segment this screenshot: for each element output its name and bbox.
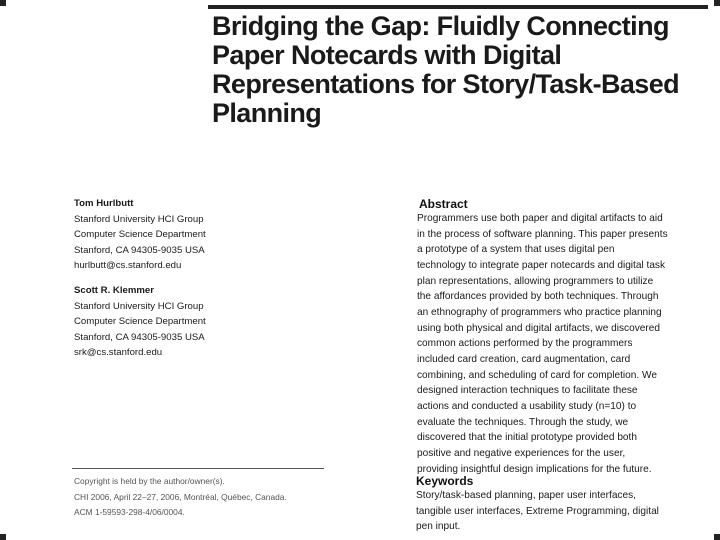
author-email: hurlbutt@cs.stanford.edu <box>74 260 182 272</box>
abstract-line: discovered that the initial prototype provided both <box>417 432 637 444</box>
abstract-line: Programmers use both paper and digital artifacts to aid <box>417 213 663 224</box>
abstract-line: an ethnography of programmers who practice planning <box>417 306 662 318</box>
author-address: Stanford, CA 94305-9035 USA <box>74 331 205 343</box>
title-top-rule <box>208 5 708 9</box>
author-name: Tom Hurlbutt <box>74 198 134 209</box>
keywords-line: pen input. <box>416 521 461 533</box>
abstract-line: using both physical and digital artifacts, we discovered <box>417 322 660 334</box>
slide-corner-top-left <box>0 0 6 6</box>
conference-line: CHI 2006, April 22–27, 2006, Montréal, Québec, Canada. <box>74 491 287 502</box>
author-affiliation: Stanford University HCI Group <box>74 213 204 225</box>
abstract-line: plan representations, allowing programmers to utilize <box>417 275 654 287</box>
abstract-line: technology to integrate paper notecards and digital task <box>417 259 666 271</box>
abstract-line: providing insightful design implications for the future. <box>417 463 652 475</box>
acm-id-line: ACM 1-59593-298-4/06/0004. <box>74 507 185 517</box>
slide-corner-top-right <box>714 0 720 6</box>
abstract-line: evaluate the techniques. Through the study, we <box>417 416 629 428</box>
paper-title <box>212 12 702 128</box>
abstract-line: included card creation, card augmentation, card <box>417 353 631 365</box>
keywords-text <box>416 488 714 535</box>
copyright-line: Copyright is held by the author/owner(s). <box>74 476 225 486</box>
abstract-line: positive and negative experiences for the user, <box>417 447 626 459</box>
author-department: Computer Science Department <box>74 229 206 241</box>
copyright-divider <box>72 468 324 469</box>
copyright-notice <box>74 474 374 521</box>
slide-corner-bottom-left <box>0 534 6 540</box>
abstract-line: designed interaction techniques to facilitate these <box>417 385 638 397</box>
abstract-heading: Abstract <box>419 197 468 211</box>
title-line: Paper Notecards with Digital <box>212 40 562 70</box>
title-line: Representations for Story/Task-Based <box>212 69 680 99</box>
author-email: srk@cs.stanford.edu <box>74 347 163 359</box>
author-affiliation: Stanford University HCI Group <box>74 300 204 312</box>
title-line: Planning <box>212 98 322 128</box>
keywords-line: Story/task-based planning, paper user interfaces, <box>416 490 636 501</box>
author-department: Computer Science Department <box>74 316 206 328</box>
abstract-text <box>417 211 715 477</box>
author-block <box>74 283 374 361</box>
abstract-line: the affordances provided by both techniques. Through <box>417 291 659 303</box>
abstract-line: combining, and scheduling of card for completion. We <box>417 369 657 381</box>
abstract-line: common actions performed by the programmers <box>417 338 633 350</box>
abstract-line: a prototype of a system that uses digital pen <box>417 244 615 256</box>
author-name: Scott R. Klemmer <box>74 284 154 296</box>
keywords-line: tangible user interfaces, Extreme Programming, digital <box>416 505 659 517</box>
author-block <box>74 196 374 274</box>
author-address: Stanford, CA 94305-9035 USA <box>74 244 205 256</box>
title-line: Bridging the Gap: Fluidly Connecting <box>212 11 669 41</box>
author-list <box>74 196 374 370</box>
keywords-heading: Keywords <box>416 474 474 488</box>
abstract-line: actions and conducted a usability study (n=10) to <box>417 400 637 412</box>
slide-corner-bottom-right <box>714 534 720 540</box>
abstract-line: in the process of software planning. This paper presents <box>417 228 668 240</box>
